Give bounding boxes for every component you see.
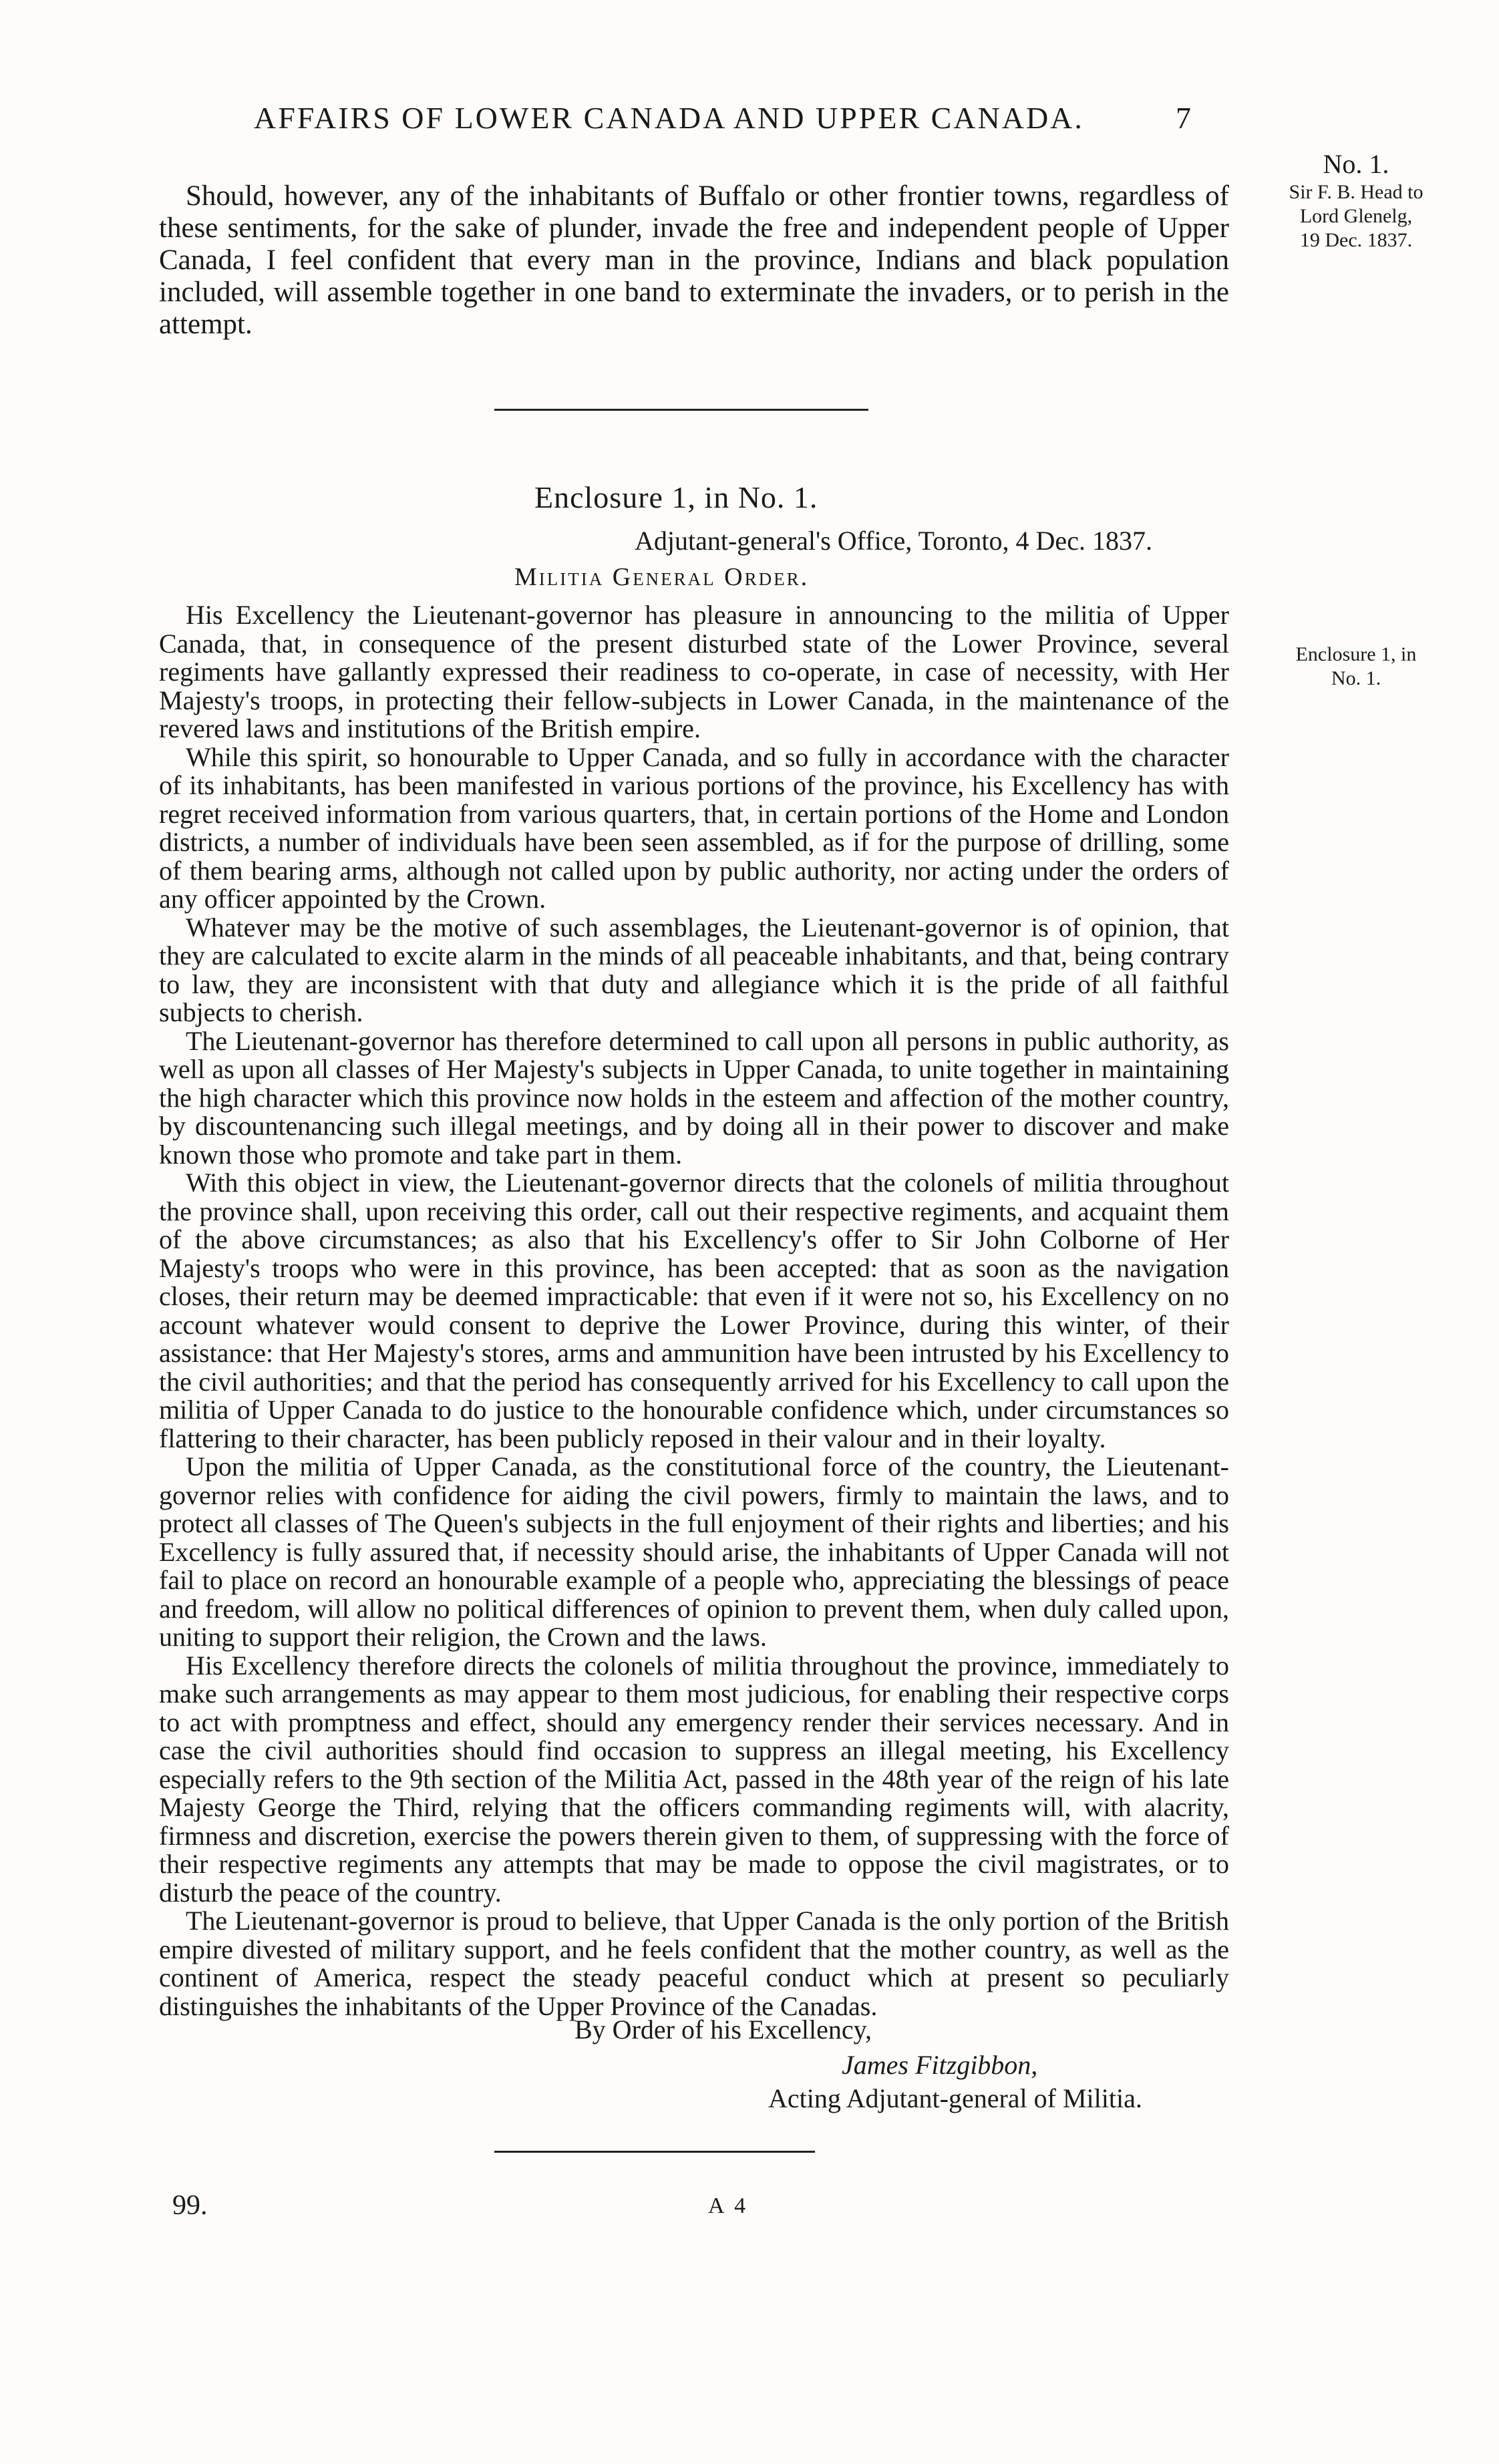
- footer-signature-mark: A 4: [708, 2193, 749, 2218]
- margin-note-line: No. 1.: [1331, 667, 1381, 689]
- order-paragraph: His Excellency therefore directs the colonels of militia throughout the province, immediately to make such arrangements as may appear to them most judicious, for enabling their respective corps to act with promptness and effect, should any emergency render their services necessary. And in case the civil authorities should find occasion to suppress an illegal meeting, his Excellency especially refers to the 9th section of the Militia Act, passed in the 48th year of the reign of his late Majesty George the Third, relying that the officers commanding regiments will, with alacrity, firmness and discretion, exercise the powers therein given to them, of suppressing with the force of their respective regiments any attempts that may be made to oppose the civil magistrates, or to disturb the peace of the country.: [159, 1650, 1229, 1908]
- order-paragraph: His Excellency the Lieutenant-governor has pleasure in announcing to the militia of Upper Canada, that, in consequence of the present disturbed state of the Lower Province, several regiments have gallantly expressed their readiness to co-operate, in case of necessity, with Her Majesty's troops, in protecting their fellow-subjects in Lower Canada, in the maintenance of the revered laws and institutions of the British empire.: [159, 600, 1229, 743]
- margin-note-line: Enclosure 1, in: [1295, 643, 1417, 665]
- signoff-title: Acting Adjutant-general of Militia.: [768, 2083, 1142, 2113]
- order-title: Militia General Order.: [514, 563, 810, 591]
- order-paragraph: The Lieutenant-governor is proud to believe, that Upper Canada is the only portion of the British empire divested of military support, and he feels confident that the mother country, as well as the continent of America, respect the steady peaceful conduct which at present so peculiarly distinguishes the inhabitants of the Upper Province of the Canadas.: [159, 1906, 1229, 2021]
- margin-note-line: Sir F. B. Head to: [1289, 181, 1424, 203]
- order-paragraph: While this spirit, so honourable to Upper Canada, and so fully in accordance with the character of its inhabitants, has been manifested in various portions of the province, his Excellency has with regret received information from various quarters, that, in certain portions of the Home and London districts, a number of individuals have been seen assembled, as if for the purpose of drilling, some of them bearing arms, although not called upon by public authority, nor acting under the orders of any officer appointed by the Crown.: [159, 741, 1229, 914]
- footer-number: 99.: [172, 2190, 208, 2221]
- running-header-title: AFFAIRS OF LOWER CANADA AND UPPER CANADA.: [254, 101, 1084, 135]
- margin-note-number: No. 1.: [1323, 149, 1389, 179]
- margin-note-line: 19 Dec. 1837.: [1299, 229, 1413, 251]
- intro-paragraph: Should, however, any of the inhabitants of Buffalo or other frontier towns, regardless of these sentiments, for the sake of plunder, invade the free and independent people of Upper Canada, I feel confident that every man in the province, Indians and black population included, will assemble together in one band to exterminate the invaders, or to perish in the attempt.: [159, 180, 1229, 340]
- signoff-by-order: By Order of his Excellency,: [574, 2014, 872, 2045]
- page-number: 7: [1176, 101, 1191, 135]
- enclosure-dateline: Adjutant-general's Office, Toronto, 4 Dec. 1837.: [635, 526, 1152, 556]
- signoff-name: James Fitzgibbon,: [842, 2050, 1038, 2080]
- margin-note-top: [1256, 148, 1456, 252]
- margin-note-enclosure: [1256, 643, 1456, 691]
- margin-note-line: Lord Glenelg,: [1299, 205, 1413, 227]
- order-paragraph: Whatever may be the motive of such assemblages, the Lieutenant-governor is of opinion, that they are calculated to excite alarm in the minds of all peaceable inhabitants, and that, being contrary to law, they are inconsistent with that duty and allegiance which it is the pride of all faithful subjects to cherish.: [159, 912, 1229, 1027]
- order-paragraph: Upon the militia of Upper Canada, as the constitutional force of the country, the Lieutenant-governor relies with confidence for aiding the civil powers, firmly to maintain the laws, and to protect all classes of The Queen's subjects in the full enjoyment of their rights and liberties; and his Excellency is fully assured that, if necessity should arise, the inhabitants of Upper Canada will not fail to place on record an honourable example of a people who, appreciating the blessings of peace and freedom, will allow no political differences of opinion to prevent them, when duly called upon, uniting to support their religion, the Crown and the laws.: [159, 1451, 1229, 1652]
- order-paragraph: The Lieutenant-governor has therefore determined to call upon all persons in public authority, as well as upon all classes of Her Majesty's subjects in Upper Canada, to unite together in maintaining the high character which this province now holds in the esteem and affection of the mother country, by discountenancing such illegal meetings, and by doing all in their power to discover and make known those who promote and take part in them.: [159, 1025, 1229, 1170]
- intro-paragraph-block: [159, 180, 1229, 341]
- enclosure-heading: Enclosure 1, in No. 1.: [534, 480, 818, 514]
- order-paragraph: With this object in view, the Lieutenant-governor directs that the colonels of militia throughout the province shall, upon receiving this order, call out their respective regiments, and acquaint them of the above circumstances; as also that his Excellency's offer to Sir John Colborne of Her Majesty's troops who were in this province, has been accepted: that as soon as the navigation closes, their return may be deemed impracticable: that even if it were not so, his Excellency on no account whatever would consent to deprive the Lower Province, during this winter, of their assistance: that Her Majesty's stores, arms and ammunition have been intrusted by his Excellency to the civil authorities; and that the period has consequently arrived for his Excellency to call upon the militia of Upper Canada to do justice to the honourable confidence which, under circumstances so flattering to their character, has been publicly reposed in their valour and in their loyalty.: [159, 1168, 1229, 1453]
- section-divider: [494, 409, 868, 411]
- order-body: [159, 601, 1229, 2020]
- closing-divider: [494, 2151, 815, 2153]
